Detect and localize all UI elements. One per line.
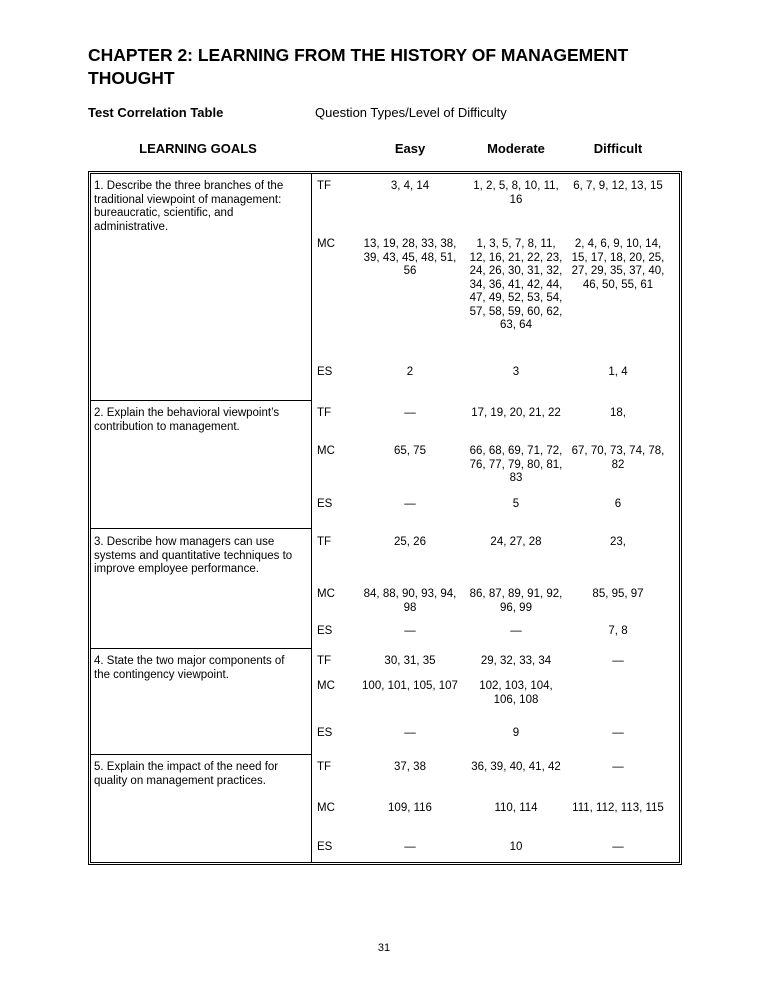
goal-divider <box>91 528 311 529</box>
goal-divider <box>91 400 311 401</box>
moderate-cell: 29, 32, 33, 34 <box>480 655 552 667</box>
moderate-cell: 86, 87, 89, 91, 92, 96, 99 <box>469 588 563 614</box>
column-divider <box>311 174 312 862</box>
page-title: CHAPTER 2: LEARNING FROM THE HISTORY OF MANAGEMENT THOUGHT <box>88 45 629 88</box>
easy-cell: — <box>404 407 416 419</box>
correlation-table <box>88 171 682 865</box>
question-types-caption: Question Types/Level of Difficulty <box>315 105 507 120</box>
difficult-cell: — <box>612 841 624 853</box>
question-type: TF <box>317 536 332 548</box>
header-learning-goals: LEARNING GOALS <box>139 141 257 156</box>
question-type: TF <box>317 655 332 667</box>
moderate-cell: 1, 2, 5, 8, 10, 11, 16 <box>473 180 559 206</box>
question-type: MC <box>317 680 335 692</box>
moderate-cell: 36, 39, 40, 41, 42 <box>471 761 561 773</box>
table-caption: Test Correlation Table <box>88 105 224 120</box>
question-type: ES <box>317 841 333 853</box>
easy-cell: 13, 19, 28, 33, 38, 39, 43, 45, 48, 51, 56 <box>363 238 457 277</box>
header-easy: Easy <box>394 141 426 156</box>
easy-cell: 2 <box>406 366 414 378</box>
header-difficult: Difficult <box>593 141 643 156</box>
learning-goal-4: 4. State the two major components of the contingency viewpoint. <box>94 655 285 681</box>
easy-cell: 3, 4, 14 <box>390 180 430 192</box>
difficult-cell: 2, 4, 6, 9, 10, 14, 15, 17, 18, 20, 25, 27, 29, 35, 37, 40, 46, 50, 55, 61 <box>571 238 665 291</box>
easy-cell: 84, 88, 90, 93, 94, 98 <box>363 588 457 614</box>
question-type: ES <box>317 727 333 739</box>
moderate-cell: 10 <box>509 841 523 853</box>
difficult-cell: — <box>612 761 624 773</box>
moderate-cell: 1, 3, 5, 7, 8, 11, 12, 16, 21, 22, 23, 24, 26, 30, 31, 32, 34, 36, 41, 42, 44, 47, 49, 52, 53, 54, 57, 58, 59, 60, 62, 63, 64 <box>469 238 563 331</box>
easy-cell: — <box>404 841 416 853</box>
easy-cell: 37, 38 <box>394 761 426 773</box>
learning-goal-1: 1. Describe the three branches of the traditional viewpoint of management: bureaucratic, scientific, and administrative. <box>94 180 284 233</box>
page-number: 31 <box>377 942 391 954</box>
goal-divider <box>91 754 311 755</box>
difficult-cell: 6, 7, 9, 12, 13, 15 <box>573 180 663 192</box>
question-type: ES <box>317 498 333 510</box>
easy-cell: 65, 75 <box>394 445 426 457</box>
header-moderate: Moderate <box>487 141 545 156</box>
moderate-cell: 17, 19, 20, 21, 22 <box>471 407 561 419</box>
question-type: ES <box>317 625 333 637</box>
difficult-cell: 23, <box>610 536 626 548</box>
easy-cell: 100, 101, 105, 107 <box>362 680 458 692</box>
moderate-cell: 9 <box>512 727 520 739</box>
easy-cell: 30, 31, 35 <box>384 655 436 667</box>
difficult-cell: — <box>612 655 624 667</box>
learning-goal-5: 5. Explain the impact of the need for quality on management practices. <box>94 761 279 787</box>
easy-cell: 25, 26 <box>394 536 426 548</box>
question-type: TF <box>317 407 332 419</box>
moderate-cell: 3 <box>512 366 520 378</box>
moderate-cell: — <box>510 625 522 637</box>
moderate-cell: 5 <box>512 498 520 510</box>
difficult-cell: 85, 95, 97 <box>592 588 644 600</box>
moderate-cell: 24, 27, 28 <box>490 536 542 548</box>
learning-goal-3: 3. Describe how managers can use systems and quantitative techniques to improve employee performance. <box>94 536 293 575</box>
easy-cell: — <box>404 625 416 637</box>
difficult-cell: — <box>612 727 624 739</box>
easy-cell: — <box>404 727 416 739</box>
difficult-cell: 18, <box>610 407 626 419</box>
difficult-cell: 6 <box>614 498 622 510</box>
difficult-cell: 111, 112, 113, 115 <box>572 802 664 814</box>
question-type: MC <box>317 588 335 600</box>
question-type: ES <box>317 366 333 378</box>
easy-cell: — <box>404 498 416 510</box>
question-type: MC <box>317 238 335 250</box>
question-type: TF <box>317 180 332 192</box>
question-type: TF <box>317 761 332 773</box>
easy-cell: 109, 116 <box>388 802 432 814</box>
difficult-cell: 67, 70, 73, 74, 78, 82 <box>571 445 665 471</box>
moderate-cell: 110, 114 <box>494 802 538 814</box>
difficult-cell: 7, 8 <box>608 625 628 637</box>
moderate-cell: 102, 103, 104, 106, 108 <box>479 680 553 706</box>
moderate-cell: 66, 68, 69, 71, 72, 76, 77, 79, 80, 81, 83 <box>469 445 563 484</box>
question-type: MC <box>317 445 335 457</box>
learning-goal-2: 2. Explain the behavioral viewpoint’s contribution to management. <box>94 407 280 433</box>
goal-divider <box>91 648 311 649</box>
difficult-cell: 1, 4 <box>608 366 628 378</box>
question-type: MC <box>317 802 335 814</box>
